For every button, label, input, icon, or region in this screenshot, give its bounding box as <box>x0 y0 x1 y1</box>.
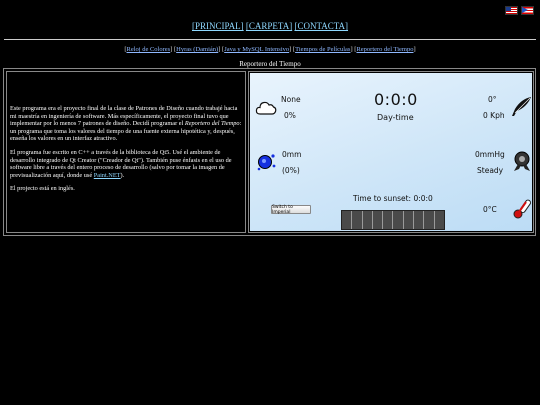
main-nav <box>0 21 540 31</box>
switch-units-button[interactable]: Switch to Imperial <box>271 205 311 214</box>
wind-direction: 0° <box>488 95 497 104</box>
section-title: Reportero del Tiempo <box>239 60 301 68</box>
project-nav: [Reloj de Colores] [Hyras (Damián)] [Java y MySQL Intensivo] [Tiempos de Películas] [Reportero del Tiempo] <box>124 46 416 53</box>
project-description <box>6 71 246 233</box>
us-flag-icon[interactable] <box>505 6 518 15</box>
progress-bar-segment <box>363 211 373 229</box>
temperature-value: 0°C <box>483 205 497 214</box>
progress-bar-segment <box>383 211 393 229</box>
daytime-label: Day-time <box>377 113 414 122</box>
nav-principal-link[interactable]: [PRINCIPAL] <box>191 21 244 31</box>
progress-bar-segment <box>435 211 444 229</box>
language-flags <box>505 6 534 15</box>
preview-cell <box>248 71 534 233</box>
progress-bar-segment <box>424 211 434 229</box>
cloud-icon <box>255 97 277 119</box>
sunset-countdown: Time to sunset: 0:0:0 <box>353 194 433 203</box>
barometer-icon <box>510 149 532 173</box>
pressure-trend: Steady <box>477 166 504 175</box>
project-link-java[interactable]: Java y MySQL Intensivo <box>224 46 290 53</box>
weather-app-preview <box>250 73 532 231</box>
rain-amount: 0mm <box>282 150 302 159</box>
paint-net-link[interactable]: Paint.NET <box>93 171 121 179</box>
progress-bar-segment <box>342 211 352 229</box>
thermometer-icon <box>510 197 532 221</box>
progress-bar-segment <box>373 211 383 229</box>
progress-bar-segment <box>404 211 414 229</box>
description-paragraph-3: El projecto está en inglés. <box>10 185 75 193</box>
rain-probability: (0%) <box>282 166 300 175</box>
project-link-hyras[interactable]: Hyras (Damián) <box>176 46 219 53</box>
progress-bar-segment <box>352 211 362 229</box>
wind-speed: 0 Kph <box>483 111 505 120</box>
cloud-percent: 0% <box>284 111 296 120</box>
project-table <box>3 68 536 236</box>
sky-condition: None <box>281 95 301 104</box>
description-paragraph-1: Este programa era el proyecto final de la clase de Patrones de Diseño cuando trabajé hacia mi maestría en ingeniería de software. Más específicamente, el proyecto final tuvo que implementar por lo menos 7 patrones de diseño. Decidí programar el Reportero del Tiempo: un programa que toma los valores del tiempo de una fuente externa hipotética y, después, enseña los valores en un interfaz atractivo. <box>10 105 242 143</box>
daylight-progress-bars <box>341 210 445 230</box>
nav-carpeta-link[interactable]: [CARPETA] <box>245 21 293 31</box>
divider <box>4 39 536 40</box>
progress-bar-segment <box>414 211 424 229</box>
feather-icon <box>509 95 532 119</box>
project-link-reloj[interactable]: Reloj de Colores <box>126 46 171 53</box>
clock-time: 0:0:0 <box>374 90 418 109</box>
nav-contacta-link[interactable]: [CONTACTA] <box>294 21 349 31</box>
progress-bar-segment <box>393 211 403 229</box>
pr-flag-icon[interactable] <box>521 6 534 15</box>
project-link-tiempos[interactable]: Tiempos de Películas <box>295 46 351 53</box>
rain-drops-icon <box>255 151 277 173</box>
project-link-reportero[interactable]: Reportero del Tiempo <box>356 46 414 53</box>
pressure-value: 0mmHg <box>475 150 505 159</box>
description-paragraph-2: El programa fue escrito en C++ a través de la biblioteca de Qt5. Usé el ambiente de desarrollo integrado de Qt Creator ("Creador de Qt"). También puse énfasis en el uso de software libre a través del entero proceso de desarrollo (salvo por tomar la imagen de previsualización aquí, donde usé Paint.NET). <box>10 149 232 179</box>
